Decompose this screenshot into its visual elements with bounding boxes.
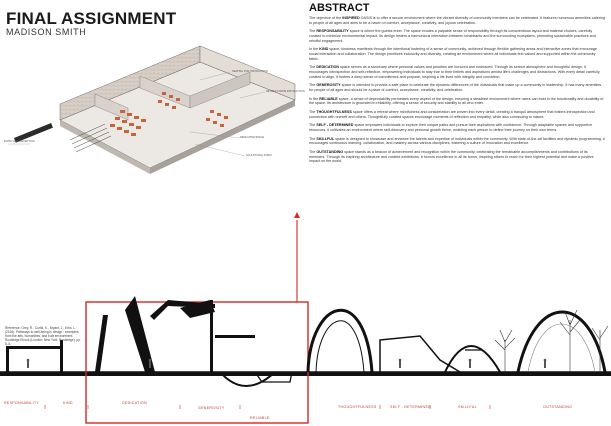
abstract-paragraph: The objective of the INSPIRED OASIS is to offer a secure environment where the vibrant diversity of community members can be celebrated. It features numerous amenities catering to people of all ages and aims to be a haven of comfort, acceptance, creativity, and joyous celebration. — [309, 16, 605, 25]
callout-sculptural: SCULPTURAL FORM — [246, 154, 272, 157]
zone-label-self-determined: SELF - DETERMINED — [390, 405, 432, 409]
zone-label-thoughtfulness: THOUGHTFULNESS — [338, 405, 377, 409]
callout-dedicated: DEDICATED SPACE — [240, 136, 265, 139]
reference-note: Reference: Grey, R., Curtis, K., Bryant, J., Erbs, L. (2016). Pathways to well-being in design : examples from the arts, humanities, and built environment. Routledge Ebook (London; New York: Routledge). pp. 5–5. — [5, 326, 81, 346]
zone-label-dedication: DEDICATION — [122, 401, 147, 405]
abstract-paragraph: In the RELIABLE space, a sense of dependability permeates every aspect of the design, ensuring a steadfast environment where users can trust in the functionality and durability of the space. Its architecture is grounded in reliability, offering a sense of security and stability to all who enter. — [309, 96, 604, 106]
abstract-paragraph: The OUTSTANDING space stands as a beacon of achievement and recognition within the community, celebrating the remarkable accomplishments and contributions of its members. Through its inspiring architecture and curated exhibitions, it honors excellence in all its forms, inspiring others to reach for their highest potential and make a positive impact on the world. — [309, 150, 594, 164]
abstract-paragraph: The DEDICATION space serves as a sanctuary where personal values and priorities are honored and embraced. Through its serene atmosphere and thoughtful design, it encourages introspection and self-reflection, empowering individuals to stay true to their beliefs and aspirations amidst life's challenges and distractions. With every detail carefully curated to align, it fosters a deep sense of commitment and purpose, inspiring a life lived with integrity and conviction. — [309, 65, 600, 79]
author-name: MADISON SMITH — [6, 27, 87, 37]
zone-label-skillful: SKILLFUL — [458, 405, 477, 409]
abstract-panel — [309, 2, 605, 168]
zone-label-responsability: RESPONSABILITY — [4, 401, 40, 405]
callout-retreat: RETREAT FROM INSTRUCTION — [266, 90, 305, 93]
isometric-drawing — [0, 40, 300, 200]
abstract-paragraph: The GENEROSITY space is intended to provide a safe place to celebrate the dynamic differences of the individuals that make up a community in leadership. It has many amenities for people of all ages and should be a place of comfort, acceptance, creativity, and celebration. — [309, 83, 602, 92]
zone-label-kind: KIND — [63, 401, 73, 405]
zone-label-reliable: RELIABLE — [250, 416, 270, 420]
zone-label-outstanding: OUTSTANDING — [543, 405, 573, 409]
page-title: FINAL ASSIGNMENT — [6, 9, 177, 28]
abstract-paragraph: The SKILLFUL space is designed to showcase and enhance the talents and expertise of individuals within the community. With state-of-the-art facilities and dynamic programming, it encourages continuous learning, collaboration, and mastery across various disciplines, fostering a culture of innovation and excellence. — [309, 136, 605, 146]
callout-entry: ENTRY AND RECEPTION — [4, 140, 35, 143]
abstract-paragraph: In the KIND space, kindness manifests through the intentional fostering of a sense of community, achieved through flexible gathering areas and interactive zones that encourage social interaction and collaboration. The design prioritizes inclusivity and diversity, creating an environment where all individuals feel valued and supported within the community fabric. — [309, 47, 597, 61]
abstract-paragraph: The RESPONSABILITY space is where the guests enter. The space exudes a palpable sense of responsibility through its conscientious layout and material choices, carefully curated to minimize environmental impact. Its design fosters a harmonious interaction between inhabitants and the surrounding ecosystem, promoting sustainable practices and mindful engagement. — [309, 29, 596, 43]
abstract-paragraph: The SELF - DETERMINED space empowers individuals to explore their unique paths and pursue their aspirations with confidence. Through adaptable spaces and supportive resources, it cultivates an environment where self-discovery and personal growth thrive, enabling each person to define their journey on their own terms. — [309, 123, 593, 132]
callout-seating: SEATING FOR INSTRUCTION — [232, 70, 268, 73]
highlight-frame — [86, 302, 308, 423]
section-drawing — [0, 200, 611, 426]
zone-label-generosity: GENEROSITY — [198, 406, 225, 410]
abstract-heading: ABSTRACT — [309, 2, 370, 14]
abstract-paragraph: The THOUGHTFULNESS space offers a retreat where mindfulness and consideration are woven into every detail, creating a tranquil atmosphere that fosters introspection and connection with oneself and others. Thoughtfully curated spaces encourage moments of reflection and empathy, while also connecting to nature. — [309, 110, 595, 119]
